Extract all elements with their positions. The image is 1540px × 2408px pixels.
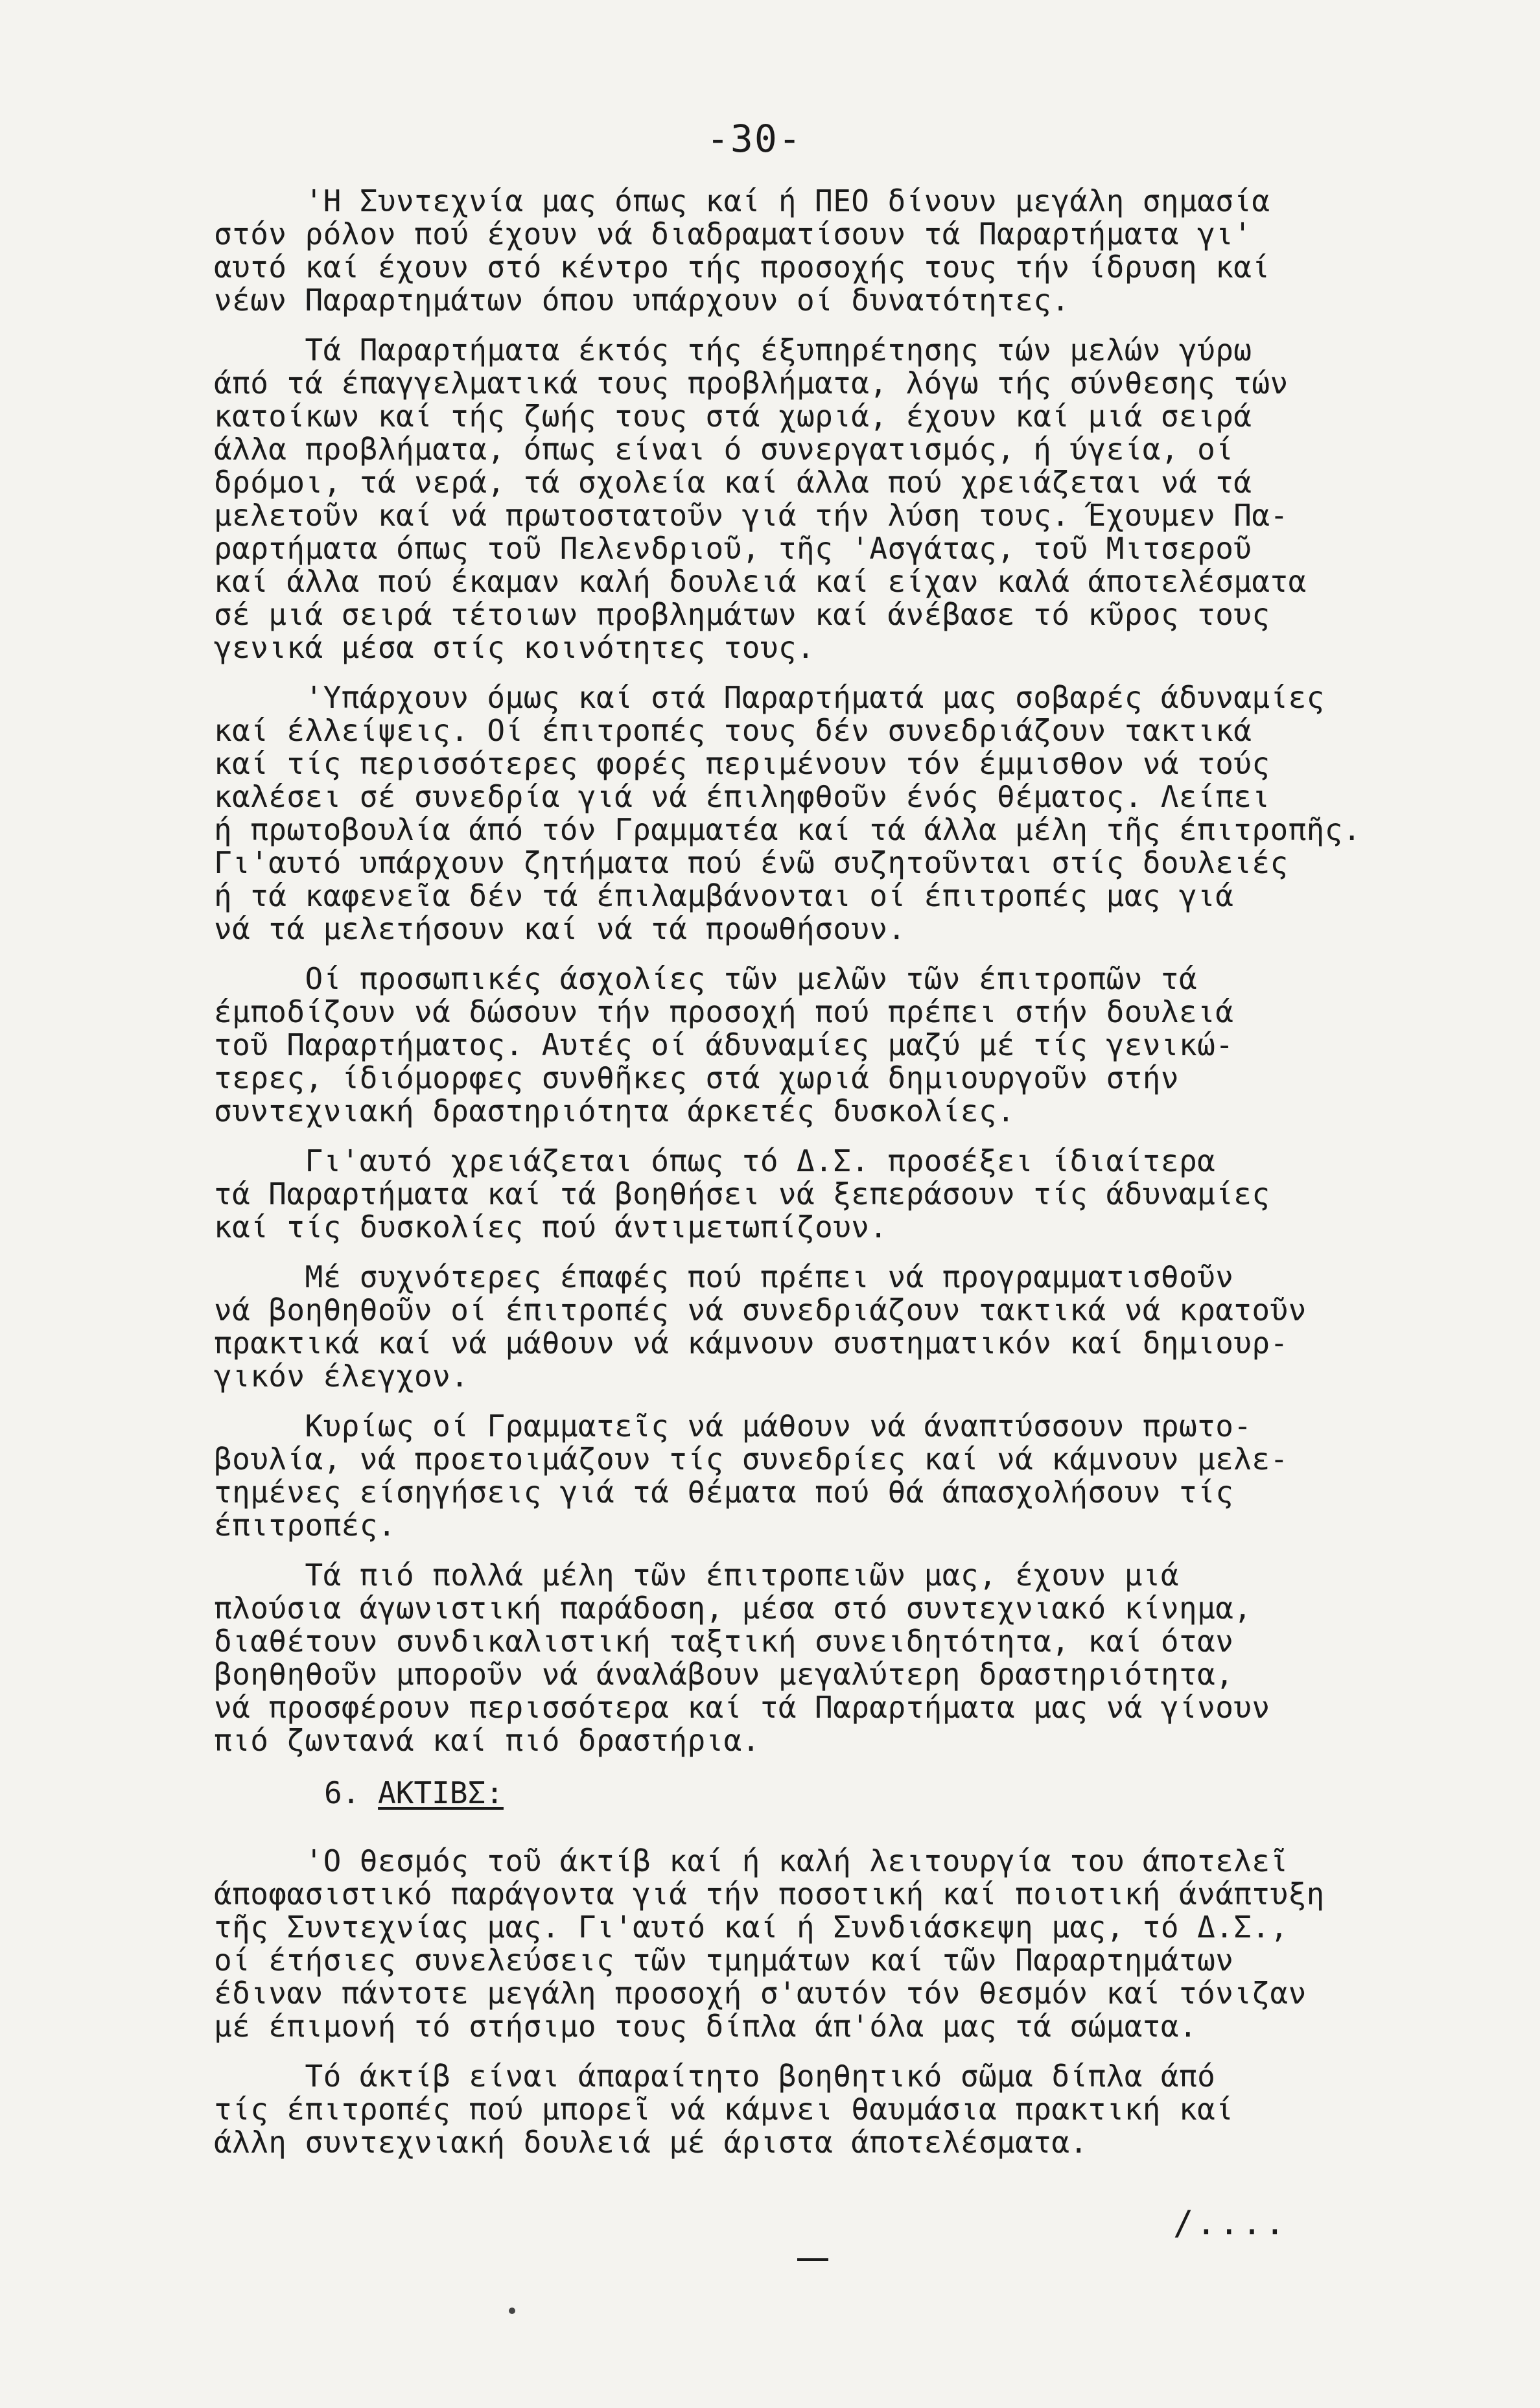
text-line: κατοίκων καί τής ζωής τους στά χωριά, έχουν καί μιά σειρά xyxy=(214,399,1252,434)
paragraph-spacer xyxy=(214,317,1497,334)
text-line: Γι'αυτό χρειάζεται όπως τό Δ.Σ. προσέξει ίδιαίτερα xyxy=(214,1143,1216,1178)
paragraph xyxy=(214,1410,1497,1542)
section-title: ΑΚΤΙΒΣ: xyxy=(378,1775,504,1810)
page-number: -30- xyxy=(706,117,802,161)
text-line: άποφασιστικό παράγοντα γιά τήν ποσοτική καί ποιοτική άνάπτυξη xyxy=(214,1876,1325,1911)
text-line: Οί προσωπικές άσχολίες τῶν μελῶν τῶν έπιτροπῶν τά xyxy=(214,961,1198,996)
paragraph-spacer xyxy=(214,1128,1497,1145)
text-line: 'Η Συντεχνία μας όπως καί ή ΠΕΟ δίνουν μεγάλη σημασία xyxy=(214,183,1270,218)
text-line: καί άλλα πού έκαμαν καλή δουλειά καί είχαν καλά άποτελέσματα xyxy=(214,564,1307,599)
text-line: τίς έπιτροπές πού μπορεῖ νά κάμνει θαυμάσια πρακτική καί xyxy=(214,2092,1234,2127)
text-line: νά τά μελετήσουν καί νά τά προωθήσουν. xyxy=(214,911,906,946)
text-line: βοηθηθοῦν μποροῦν νά άναλάβουν μεγαλύτερη δραστηριότητα, xyxy=(214,1657,1234,1692)
text-line: βουλία, νά προετοιμάζουν τίς συνεδρίες καί νά κάμνουν μελε- xyxy=(214,1442,1289,1477)
paragraph xyxy=(214,681,1497,946)
text-line: άλλη συντεχνιακή δουλειά μέ άριστα άποτελέσματα. xyxy=(214,2125,1088,2160)
text-line: νέων Παραρτημάτων όπου υπάρχουν οί δυνατότητες. xyxy=(214,283,1070,318)
text-line: γενικά μέσα στίς κοινότητες τους. xyxy=(214,630,815,665)
text-line: Γι'αυτό υπάρχουν ζητήματα πού ένῶ συζητοῦνται στίς δουλειές xyxy=(214,845,1289,880)
text-line: άλλα προβλήματα, όπως είναι ό συνεργατισμός, ή ύγεία, οί xyxy=(214,432,1234,467)
text-line: έδιναν πάντοτε μεγάλη προσοχή σ'αυτόν τόν θεσμόν καί τόνιζαν xyxy=(214,1976,1307,2011)
text-line: Τό άκτίβ είναι άπαραίτητο βοηθητικό σῶμα δίπλα άπό xyxy=(214,2059,1216,2094)
text-line: Μέ συχνότερες έπαφές πού πρέπει νά προγραμματισθοῦν xyxy=(214,1259,1234,1294)
text-line: καί τίς δυσκολίες πού άντιμετωπίζουν. xyxy=(214,1210,888,1245)
text-line: άπό τά έπαγγελματικά τους προβλήματα, λόγω τής σύνθεσης τών xyxy=(214,366,1289,401)
paragraph-spacer xyxy=(214,1244,1497,1261)
text-line: ή τά καφενεῖα δέν τά έπιλαμβάνονται οί έπιτροπές μας γιά xyxy=(214,878,1234,913)
paragraph xyxy=(214,334,1497,664)
text-line: τημένες είσηγήσεις γιά τά θέματα πού θά άπασχολήσουν τίς xyxy=(214,1475,1234,1510)
text-line: γικόν έλεγχον. xyxy=(214,1359,469,1394)
text-line: 'Ο θεσμός τοῦ άκτίβ καί ή καλή λειτουργία του άποτελεῖ xyxy=(214,1843,1289,1878)
paragraph xyxy=(214,1559,1497,1757)
paragraph xyxy=(214,1845,1497,2043)
text-line: καλέσει σέ συνεδρία γιά νά έπιληφθοῦν ένός θέματος. Λείπει xyxy=(214,779,1270,814)
text-line: σέ μιά σειρά τέτοιων προβλημάτων καί άνέβασε τό κῦρος τους xyxy=(214,597,1270,632)
text-line: νά βοηθηθοῦν οί έπιτροπές νά συνεδριάζουν τακτικά νά κρατοῦν xyxy=(214,1292,1307,1327)
paragraph-spacer xyxy=(214,664,1497,681)
section-number: 6. xyxy=(324,1775,360,1810)
paragraph xyxy=(214,1261,1497,1393)
paragraph xyxy=(214,2060,1497,2159)
text-line: έπιτροπές. xyxy=(214,1508,396,1543)
paragraph xyxy=(214,1145,1497,1244)
text-line: τοῦ Παραρτήματος. Αυτές οί άδυναμίες μαζύ μέ τίς γενικώ- xyxy=(214,1027,1234,1062)
paragraph xyxy=(214,185,1497,317)
text-line: ραρτήματα όπως τοῦ Πελενδριοῦ, τῆς 'Ασγάτας, τοῦ Μιτσεροῦ xyxy=(214,531,1252,566)
text-line: έμποδίζουν νά δώσουν τήν προσοχή πού πρέπει στήν δουλειά xyxy=(214,994,1234,1029)
text-line: δρόμοι, τά νερά, τά σχολεία καί άλλα πού χρειάζεται νά τά xyxy=(214,465,1252,500)
text-line: πιό ζωντανά καί πιό δραστήρια. xyxy=(214,1723,760,1758)
text-line: στόν ρόλον πού έχουν νά διαδραματίσουν τά Παραρτήματα γι' xyxy=(214,216,1252,251)
text-line: διαθέτουν συνδικαλιστική ταξτική συνειδητότητα, καί όταν xyxy=(214,1624,1234,1659)
text-line: πλούσια άγωνιστική παράδοση, μέσα στό συντεχνιακό κίνημα, xyxy=(214,1591,1252,1626)
section-heading xyxy=(324,1777,1497,1810)
text-line: συντεχνιακή δραστηριότητα άρκετές δυσκολίες. xyxy=(214,1093,1016,1128)
text-line: νά προσφέρουν περισσότερα καί τά Παραρτήματα μας νά γίνουν xyxy=(214,1690,1270,1725)
text-line: Κυρίως οί Γραμματεῖς νά μάθουν νά άναπτύσσουν πρωτο- xyxy=(214,1409,1252,1444)
text-line: τά Παραρτήματα καί τά βοηθήσει νά ξεπεράσουν τίς άδυναμίες xyxy=(214,1176,1270,1211)
paragraph-spacer xyxy=(214,1393,1497,1410)
text-line: Τά πιό πολλά μέλη τῶν έπιτροπειῶν μας, έχουν μιά xyxy=(214,1558,1179,1593)
text-line: 'Υπάρχουν όμως καί στά Παραρτήματά μας σοβαρές άδυναμίες xyxy=(214,680,1325,715)
paragraph xyxy=(214,963,1497,1128)
text-line: ή πρωτοβουλία άπό τόν Γραμματέα καί τά άλλα μέλη τῆς έπιτροπῆς. xyxy=(214,812,1361,847)
text-line: τερες, ίδιόμορφες συνθῆκες στά χωριά δημιουργοῦν στήν xyxy=(214,1060,1179,1095)
continuation-mark: /.... xyxy=(1173,2204,1288,2243)
text-line: πρακτικά καί νά μάθουν νά κάμνουν συστηματικόν καί δημιουρ- xyxy=(214,1326,1289,1361)
paragraph-spacer xyxy=(214,946,1497,963)
text-line: Τά Παραρτήματα έκτός τής έξυπηρέτησης τών μελών γύρω xyxy=(214,333,1252,368)
paragraph-spacer xyxy=(214,1542,1497,1559)
text-line: τῆς Συντεχνίας μας. Γι'αυτό καί ή Συνδιάσκεψη μας, τό Δ.Σ., xyxy=(214,1910,1289,1945)
text-line: μέ έπιμονή τό στήσιμο τους δίπλα άπ'όλα μας τά σώματα. xyxy=(214,2009,1198,2044)
text-line: καί τίς περισσότερες φορές περιμένουν τόν έμμισθον νά τούς xyxy=(214,746,1270,781)
stray-dash-mark xyxy=(797,2258,828,2261)
text-line: μελετοῦν καί νά πρωτοστατοῦν γιά τήν λύση τους. Έχουμεν Πα- xyxy=(214,498,1289,533)
paragraph-spacer xyxy=(214,2043,1497,2060)
text-line: καί έλλείψεις. Οί έπιτροπές τους δέν συνεδριάζουν τακτικά xyxy=(214,713,1252,748)
stray-ink-mark xyxy=(509,2308,515,2314)
text-line: αυτό καί έχουν στό κέντρο τής προσοχής τους τήν ίδρυση καί xyxy=(214,250,1270,285)
body-text xyxy=(214,185,1497,2159)
text-line: οί έτήσιες συνελεύσεις τῶν τμημάτων καί τῶν Παραρτημάτων xyxy=(214,1943,1234,1978)
